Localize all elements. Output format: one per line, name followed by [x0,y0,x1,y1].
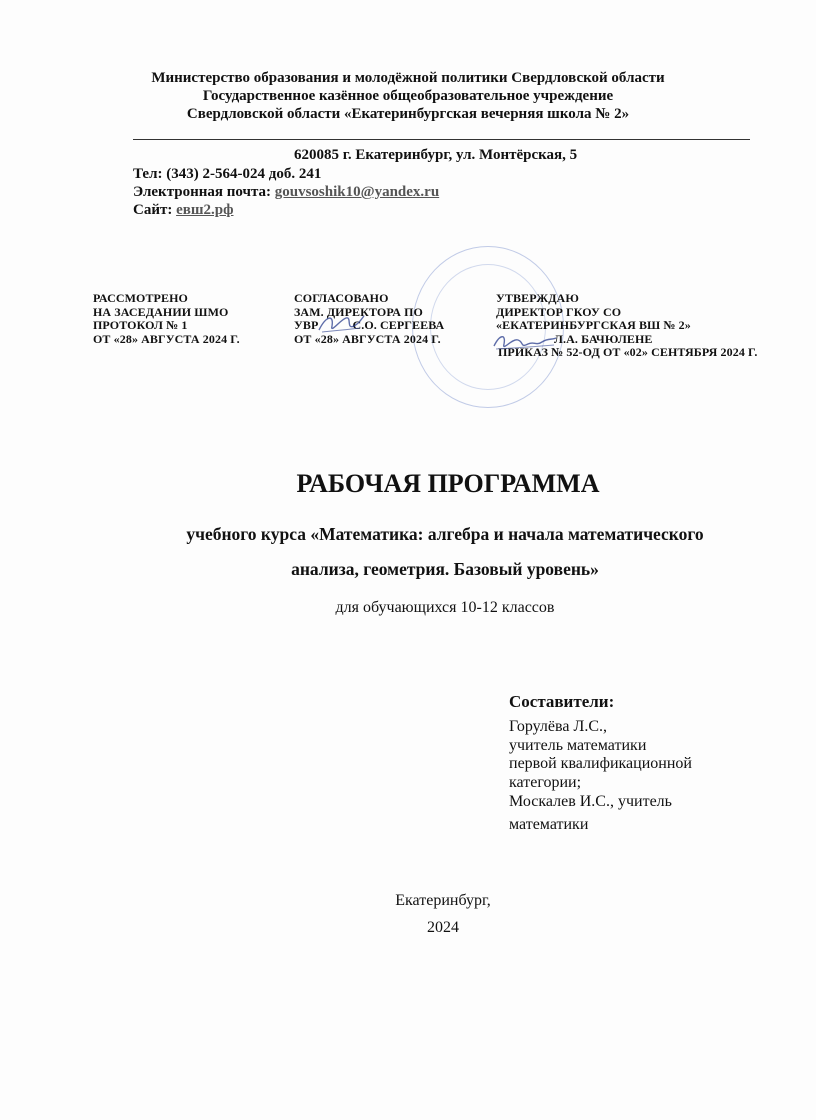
course-title-line2: анализа, геометрия. Базовый уровень» [291,559,599,579]
document-title: РАБОЧАЯ ПРОГРАММА [296,469,600,498]
site-row [133,201,234,219]
agreed-name: С.О. СЕРГЕЕВА [352,318,445,332]
audience: для обучающихся 10-12 классов [335,599,555,616]
reviewed-line: НА ЗАСЕДАНИИ ШМО [93,304,229,319]
site-label: Сайт: [133,202,177,218]
header-divider [133,139,750,140]
email-row [133,183,439,201]
reviewed-block [93,292,240,346]
reviewed-protocol: ПРОТОКОЛ № 1 [93,318,188,332]
city: Екатеринбург, [395,892,491,909]
approved-heading: УТВЕРЖДАЮ [496,291,579,305]
approved-order: ПРИКАЗ № 52-ОД ОТ «02» СЕНТЯБРЯ 2024 Г. [498,345,758,359]
address: 620085 г. Екатеринбург, ул. Монтёрская, 5 [294,147,578,163]
agreed-heading: СОГЛАСОВАНО [294,291,389,305]
phone: Тел: (343) 2-564-024 доб. 241 [133,166,322,182]
compiler-line: учитель математики [509,736,647,754]
compiler-line: первой квалификационной [509,755,692,772]
deputy-signature [316,310,366,338]
compiler-line: математики [509,815,589,833]
compiler-line: Москалев И.С., учитель [509,793,672,810]
site-link[interactable]: евш2.рф [176,202,234,218]
compiler-line: категории; [509,773,582,791]
approved-organization: «ЕКАТЕРИНБУРГСКАЯ ВШ № 2» [496,318,691,332]
compilers-heading: Составители: [509,692,615,711]
compiler-line: Горулёва Л.С., [509,718,607,735]
agreed-dept: УВР [294,318,319,332]
course-title-line1: учебного курса «Математика: алгебра и начала математического [186,524,704,544]
institution-type-line: Государственное казённое общеобразовательное учреждение [202,88,614,104]
reviewed-date: ОТ «28» АВГУСТА 2024 Г. [93,331,240,346]
agreed-position: ЗАМ. ДИРЕКТОРА ПО [294,304,423,319]
agreed-date: ОТ «28» АВГУСТА 2024 Г. [294,331,441,346]
compilers-list [509,718,692,834]
ministry-line: Министерство образования и молодёжной политики Свердловской области [151,70,665,86]
approved-signatory: Л.А. БАЧЮЛЕНЕ [554,331,653,346]
email-link[interactable]: gouvsoshik10@yandex.ru [274,184,440,200]
reviewed-heading: РАССМОТРЕНО [93,291,188,305]
approved-position: ДИРЕКТОР ГКОУ СО [496,304,622,319]
institution-name-line: Свердловской области «Екатеринбургская вечерняя школа № 2» [186,106,630,122]
year: 2024 [427,919,459,936]
director-signature [492,330,558,354]
email-label: Электронная почта: [133,184,275,200]
